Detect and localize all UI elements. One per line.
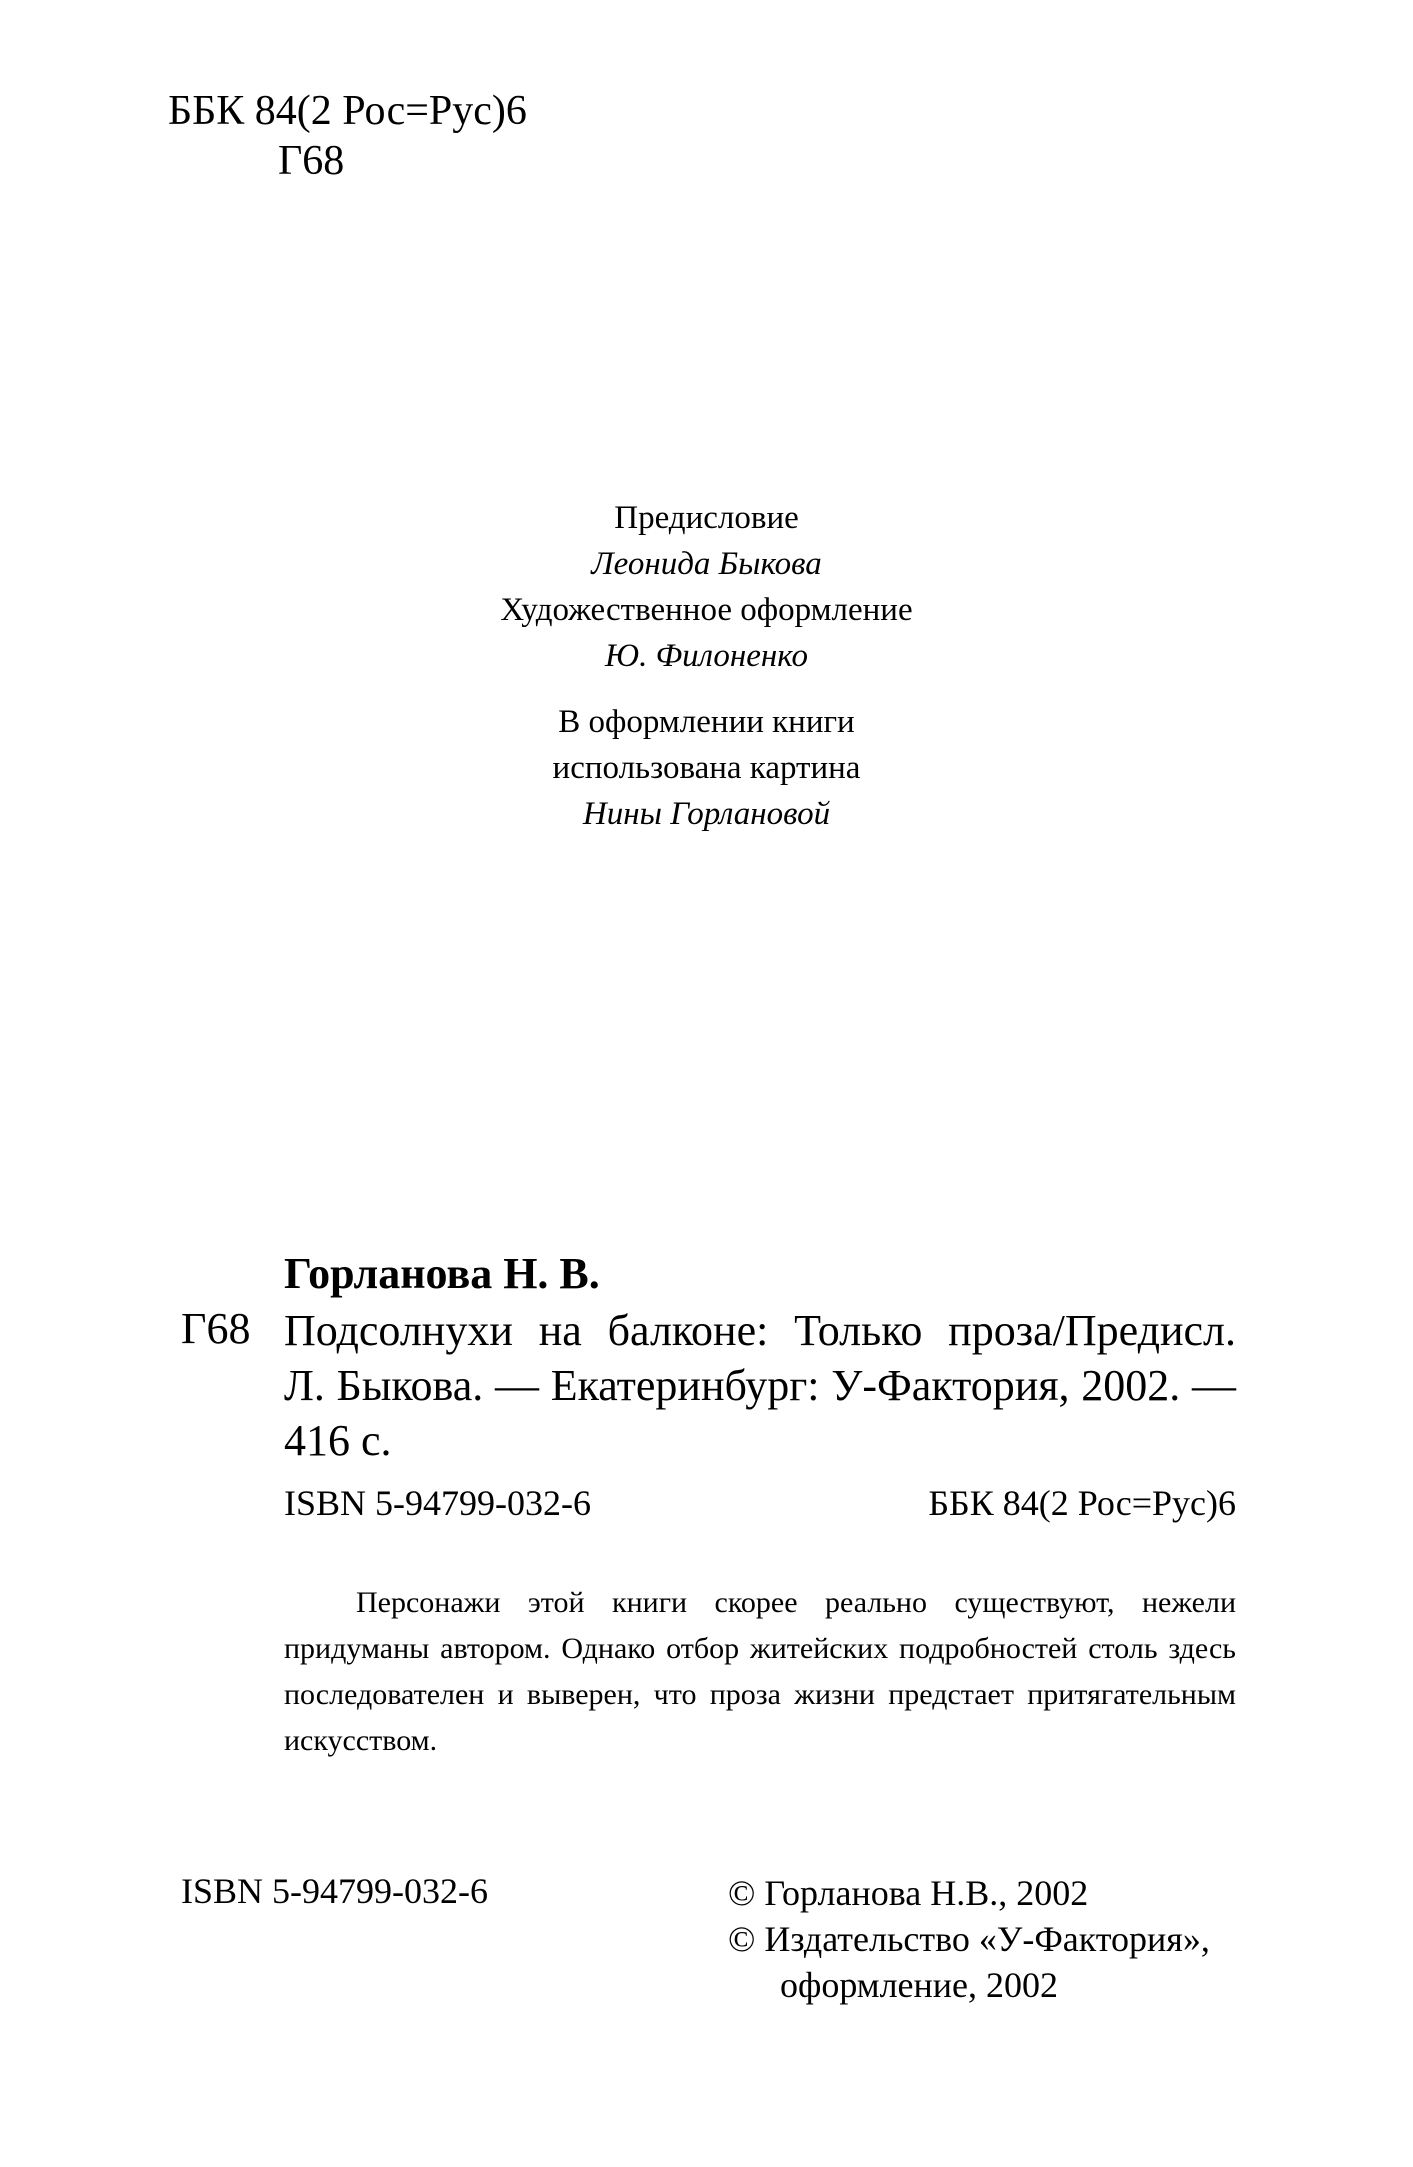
- catalog-line2: Л. Быкова. — Екатеринбург: У-Фактория, 2002. —: [284, 1361, 1236, 1410]
- design-label: Художественное оформление: [500, 592, 913, 628]
- author-code: Г68: [278, 138, 345, 184]
- copyright-publisher-cont: оформление, 2002: [780, 1965, 1059, 2005]
- cover-artist: Нины Горлановой: [582, 796, 831, 832]
- footer-isbn: ISBN 5-94799-032-6: [181, 1871, 488, 1911]
- foreword-author: Леонида Быкова: [591, 546, 822, 582]
- catalog-code: Г68: [181, 1304, 251, 1353]
- foreword-label: Предисловие: [614, 500, 799, 536]
- catalog-line3: 416 с.: [284, 1416, 392, 1465]
- catalog-isbn: ISBN 5-94799-032-6: [284, 1483, 591, 1523]
- cover-note-line1: В оформлении книги: [558, 704, 855, 740]
- design-author: Ю. Филоненко: [605, 638, 808, 674]
- catalog-description: [284, 1303, 1236, 1468]
- cover-note-line2: использована картина: [552, 750, 861, 786]
- catalog-bbk: ББК 84(2 Рос=Рус)6: [928, 1483, 1236, 1523]
- copyright-publisher: © Издательство «У-Фактория»,: [728, 1919, 1210, 1959]
- copyright-block: [728, 1870, 1210, 2008]
- bbk-classification: ББК 84(2 Рос=Рус)6: [168, 88, 527, 134]
- catalog-line1: Подсолнухи на балконе: Только проза/Предисл.: [284, 1306, 1236, 1355]
- copyright-author: © Горланова Н.В., 2002: [728, 1873, 1089, 1913]
- credits-block: [0, 495, 1413, 837]
- catalog-author: Горланова Н. В.: [284, 1249, 600, 1298]
- annotation: Персонажи этой книги скорее реально существуют, нежели придуманы автором. Однако отбор житейских подробностей столь здесь последователен и выверен, что проза жизни предстает притягательным искусством.: [284, 1586, 1236, 1757]
